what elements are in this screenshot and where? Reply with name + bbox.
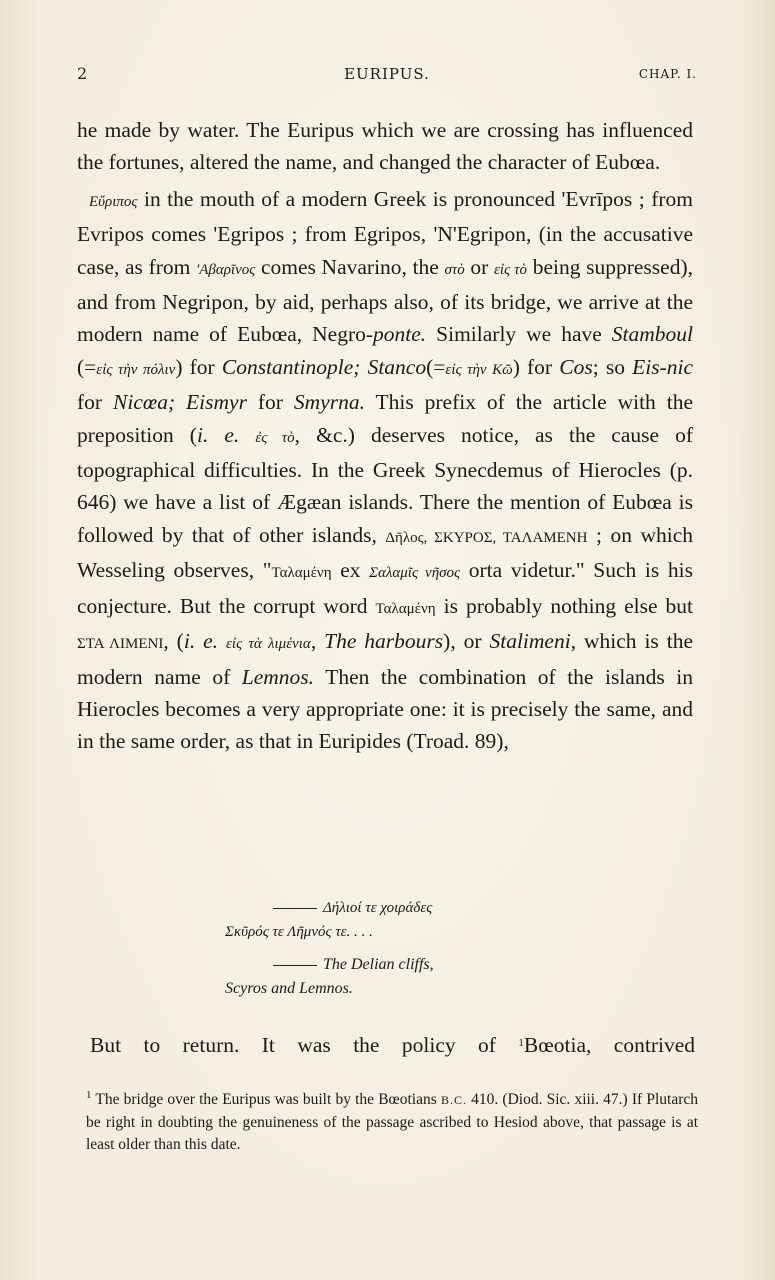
greek-word: εἰς τὴν πόλιν [96,361,176,378]
verse-text: The Delian cliffs, [323,956,434,973]
greek-word: 'Αβαρῖνος [196,261,256,278]
italic-word: Cos [559,354,593,379]
text-run: Similarly we have [426,322,612,347]
italic-word: Constantinople; Stanco [221,354,427,379]
paragraph-2 [77,183,693,758]
text-run [239,423,255,447]
greek-word: Εὔριπος [89,193,138,210]
text-run: being suppressed), and from Negripon, by aid, perhaps also, of its bridge, we arrive at the modern name of Eubœa, Negro- [77,254,693,347]
verse-quotation [225,900,645,1004]
italic-word: Nicœa; Eismyr [113,390,247,415]
text-run: Bœotia, contrived [523,1033,695,1057]
italic-word: Stamboul [611,322,693,347]
greek-word: εἰς τὰ λιμένια [225,636,311,653]
verse-line-english-2: Scyros and Lemnos. [225,980,353,997]
text-run: ex [331,558,370,583]
text-run: This prefix of the article with the preposition ( [77,390,693,447]
page-number: 2 [77,64,88,83]
text-run: But to return. It was the policy of [90,1033,519,1057]
text-run: , which is the modern name of [77,629,693,689]
italic-word: i. e. [183,629,219,654]
verse-line-greek-1 [225,900,645,924]
greek-word: Σαλαμῖς νῆσος [369,565,461,582]
greek-word: εἰς τὴν Κῶ [445,361,513,378]
text-run: Then the combination of the islands in Hierocles becomes a very appropriate one: it is precisely the same, and in the same order, as that in Euripides (Troad. 89), [77,664,694,754]
footnote [86,1084,698,1157]
greek-word: ΣΤΑ ΛΙΜΕΝΙ [77,636,164,653]
italic-word: Lemnos. [241,664,315,689]
footnote-text: The bridge over the Euripus was built by the Bœotians [91,1091,441,1108]
greek-word: Δῆλος, ΣΚΥΡΟΣ, ΤΑΛΑΜΕΝΗ [385,529,588,546]
footnote-marker: 1 [518,1037,524,1049]
italic-word: The harbours [324,629,444,654]
running-title: EURIPUS. [344,65,430,83]
text-run: ) for [512,354,560,379]
italic-word: Stalimeni [489,629,571,654]
greek-word: ἐς τὸ [255,429,295,446]
text-run: , [310,629,325,654]
text-run: , &c.) deserves notice, as the cause of topographical difficulties. In the Greek Synecdemus of Hierocles (p. 646) we have a list of Ægæan islands. There the mention of Eubœa is followed by that of other islands, [77,422,694,547]
em-dash-rule [273,908,317,909]
text-run: ; on which Wesseling observes, " [77,522,693,583]
chapter-label: CHAP. I. [638,67,697,81]
text-run: or [464,254,494,279]
greek-word: στὸ [444,261,465,278]
running-header [77,64,697,88]
greek-word: Ταλαμένη [375,600,436,617]
greek-word: Ταλαμένη [271,565,332,582]
text-run: (= [426,354,446,379]
italic-word: Eis-nic [632,354,694,379]
era-abbreviation: B.C. [440,1093,467,1107]
italic-word: i. e. [196,422,240,447]
text-run: for [77,390,113,415]
resume-paragraph [90,1027,695,1061]
verse-line-english-1 [225,956,645,980]
em-dash-rule [273,965,317,966]
footnote-number: 1 [86,1089,92,1101]
text-run: ; so [592,354,633,379]
text-run [218,629,226,653]
text-run: in the mouth of a modern Greek is pronounced 'Evrīpos ; from Evripos comes 'Egripos ; from Egripos, 'N'Egripon, (in the accusative case, as from [77,186,693,279]
verse-line-greek-2: Σκῦρός τε Λῆμνός τε. . . . [225,924,373,940]
footnote-text: 410. (Diod. Sic. xiii. 47.) If Plutarch be right in doubting the genuineness of the passage ascribed to Hesiod above, that passage is at least older than this date. [86,1091,698,1153]
main-text [77,114,693,758]
text-run: ) for [175,354,222,379]
text-run: ), or [443,629,490,654]
italic-word: ponte. [373,322,427,347]
greek-word: εἰς τὸ [493,261,528,278]
text-run: (= [77,354,97,379]
text-run: for [246,390,294,415]
text-run: orta videtur." Such is his conjecture. But the corrupt word [77,558,693,618]
text-run: , ( [163,629,184,654]
verse-text: Δήλιοί τε χοιράδες [323,900,433,916]
italic-word: Smyrna. [293,390,365,415]
text-run: is probably nothing else but [435,593,693,618]
text-run: comes Navarino, the [255,254,445,279]
paragraph-1: he made by water. The Euripus which we are crossing has influenced the fortunes, altered the name, and changed the character of Eubœa. [77,118,693,175]
